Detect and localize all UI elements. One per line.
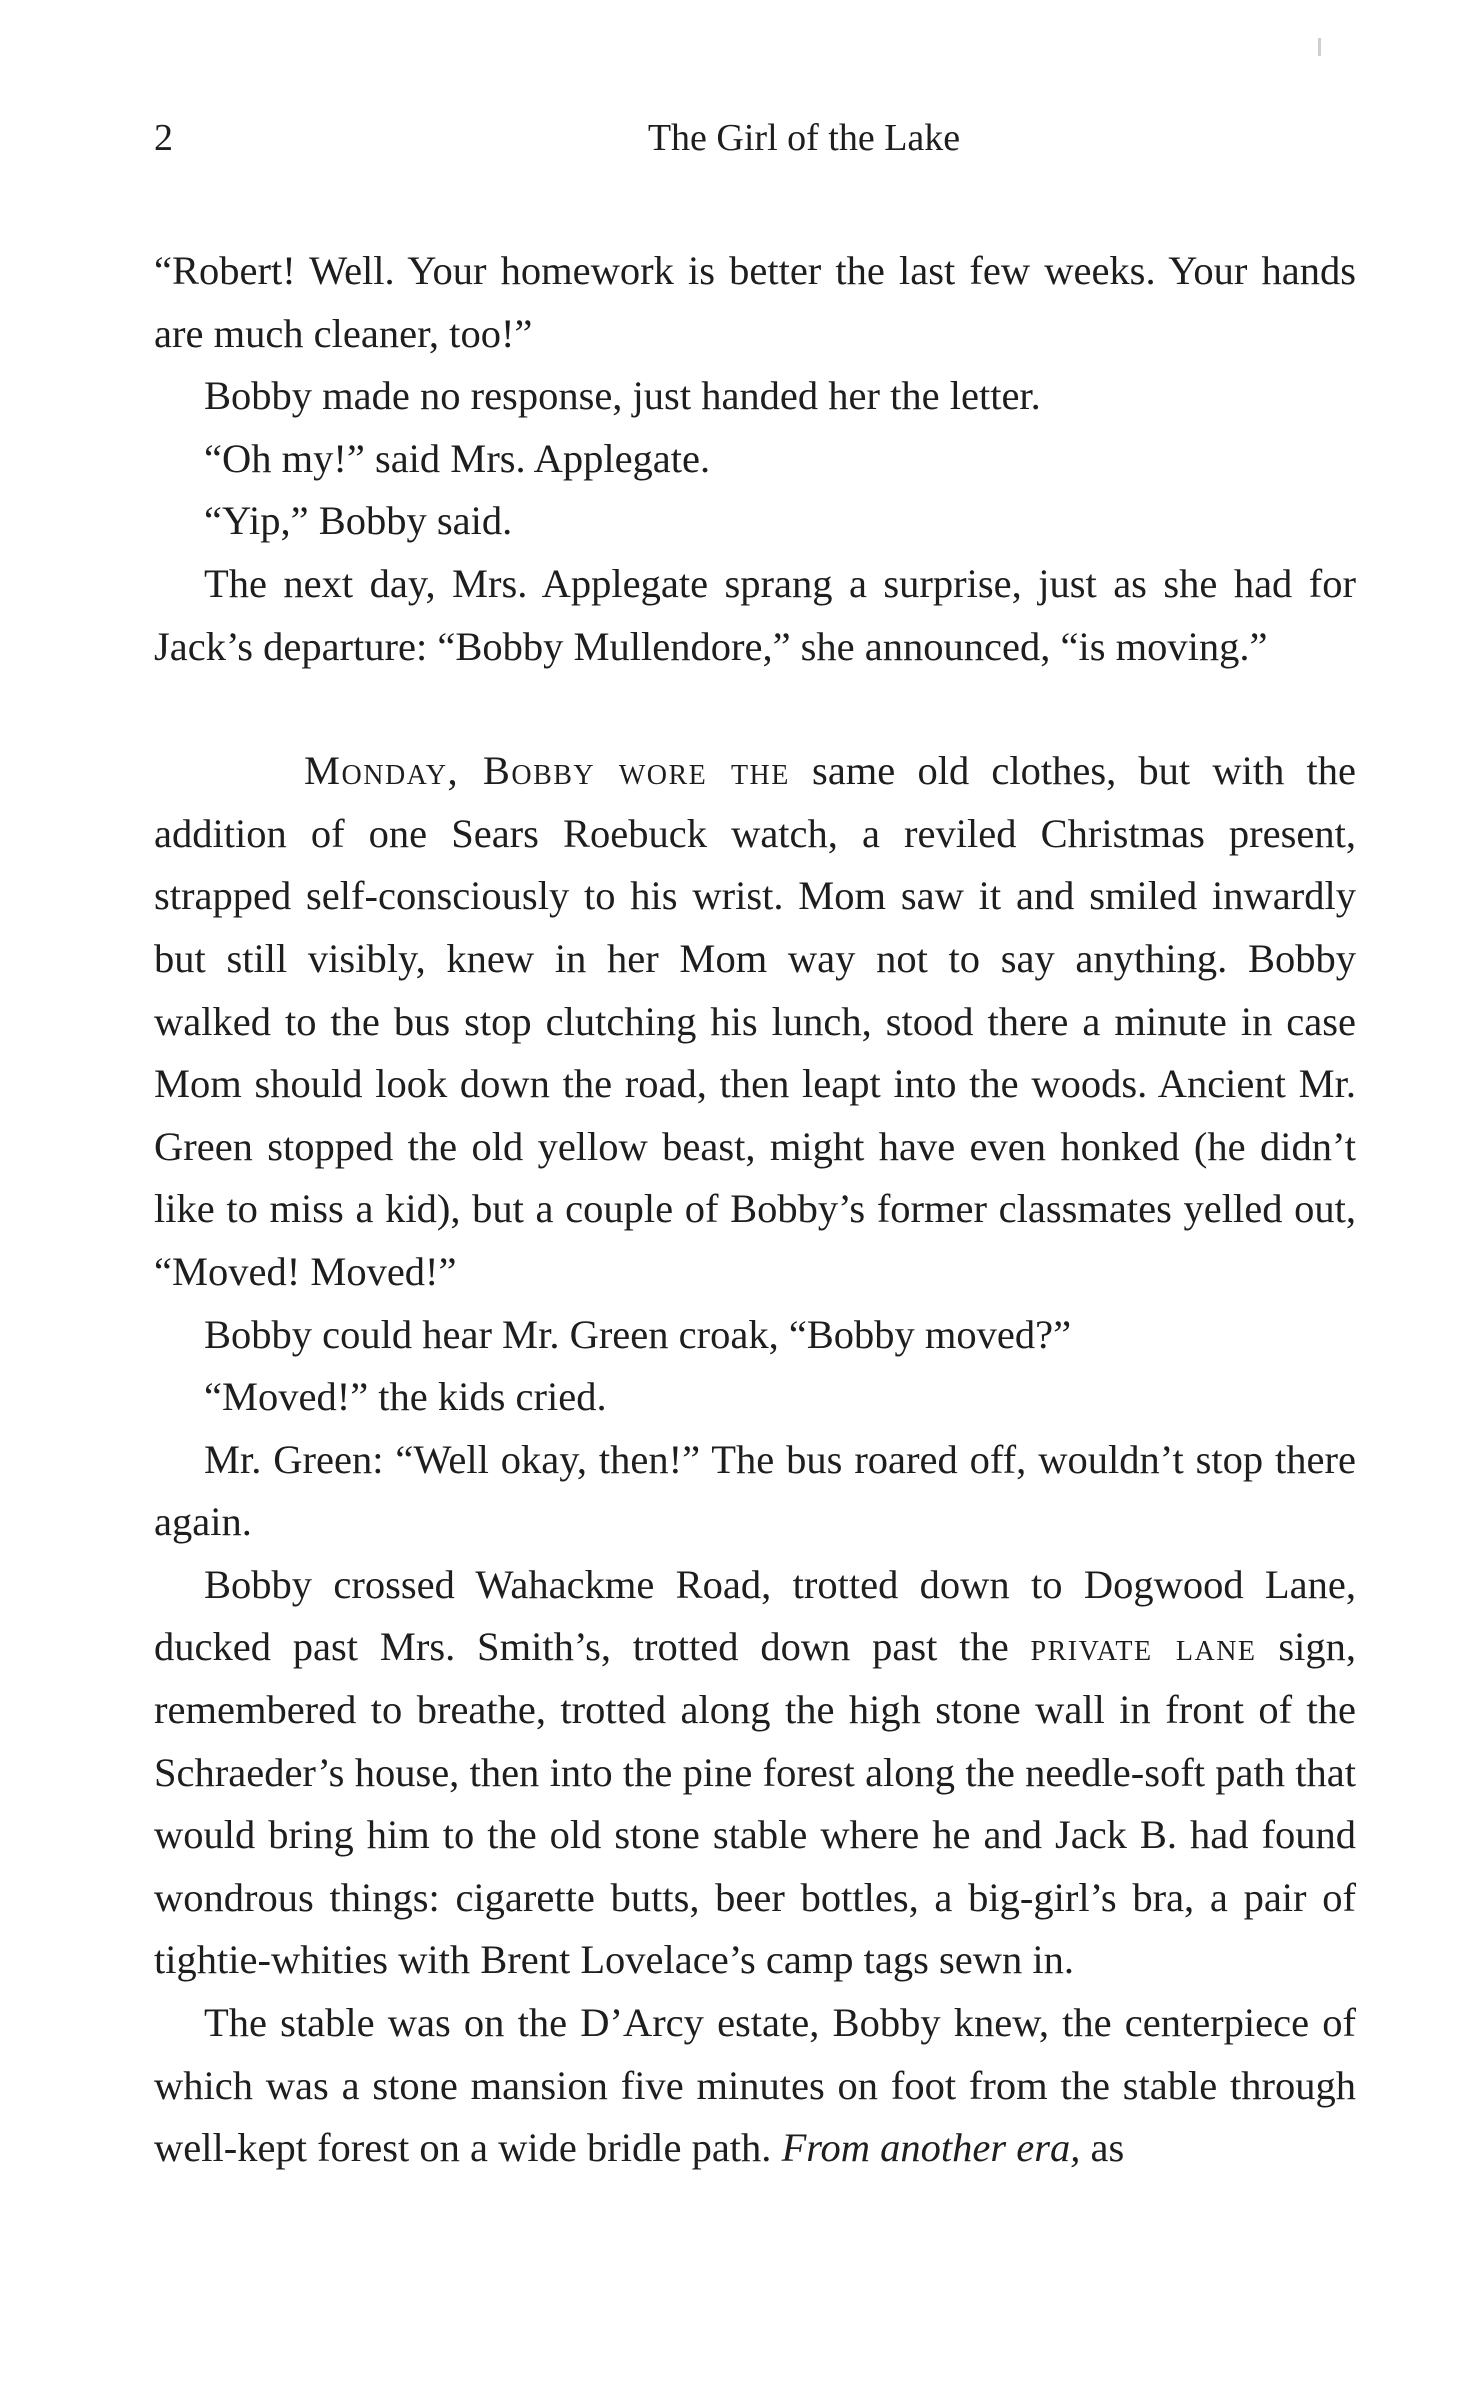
body-text bbox=[154, 240, 1356, 2180]
page-number: 2 bbox=[154, 117, 173, 159]
scan-mark bbox=[1318, 38, 1321, 56]
paragraph: Bobby made no response, just handed her the letter. bbox=[204, 373, 1041, 419]
italic-phrase: From another era, bbox=[781, 2125, 1081, 2171]
paragraph: “Robert! Well. Your homework is better the last few weeks. Your hands are much cleaner, too!” bbox=[154, 248, 1356, 356]
paragraph-text: Bobby crossed Wahackme Road, trotted down to Dogwood Lane, ducked past Mrs. Smith’s, trotted down past the bbox=[154, 1561, 1356, 1670]
paragraph: “Yip,” Bobby said. bbox=[204, 498, 513, 544]
paragraph: “Moved!” the kids cried. bbox=[204, 1374, 607, 1420]
sign-text: private lane bbox=[1030, 1624, 1257, 1670]
paragraph-text: sign, remembered to breathe, trotted along the high stone wall in front of the Schraeder’s house, then into the pine forest along the needle-soft path that would bring him to the old stone stable where he and Jack B. had found wondrous things: cigarette butts, beer bottles, a big-girl’s bra, a pair of tightie-whities with Brent Lovelace’s camp tags sewn in. bbox=[154, 1624, 1356, 1983]
paragraph: Bobby could hear Mr. Green croak, “Bobby moved?” bbox=[204, 1311, 1072, 1357]
paragraph-text: as bbox=[1080, 2125, 1125, 2171]
page-header bbox=[154, 108, 1354, 168]
running-title: The Girl of the Lake bbox=[647, 117, 961, 159]
section-lead-in: Monday, Bobby wore the bbox=[304, 748, 790, 794]
paragraph: The next day, Mrs. Applegate sprang a surprise, just as she had for Jack’s departure: “Bobby Mullendore,” she announced, “is moving.” bbox=[154, 560, 1356, 669]
paragraph-section-start bbox=[154, 740, 1356, 1303]
paragraph-text: The stable was on the D’Arcy estate, Bobby knew, the centerpiece of which was a stone mansion five minutes on foot from the stable through well-kept forest on a wide bridle path. bbox=[154, 2000, 1356, 2171]
paragraph: “Oh my!” said Mrs. Applegate. bbox=[204, 435, 711, 481]
paragraph bbox=[154, 1554, 1356, 1992]
paragraph-text: same old clothes, but with the addition of one Sears Roebuck watch, a reviled Christmas present, strapped self-consciously to his wrist. Mom saw it and smiled inwardly but still visibly, knew in her Mom way not to say anything. Bobby walked to the bus stop clutching his lunch, stood there a minute in case Mom should look down the road, then leapt into the woods. Ancient Mr. Green stopped the old yellow beast, might have even honked (he didn’t like to miss a kid), but a couple of Bobby’s former classmates yelled out, “Moved! Moved!” bbox=[154, 748, 1356, 1294]
paragraph bbox=[154, 1992, 1356, 2180]
paragraph: Mr. Green: “Well okay, then!” The bus roared off, wouldn’t stop there again. bbox=[154, 1436, 1356, 1545]
